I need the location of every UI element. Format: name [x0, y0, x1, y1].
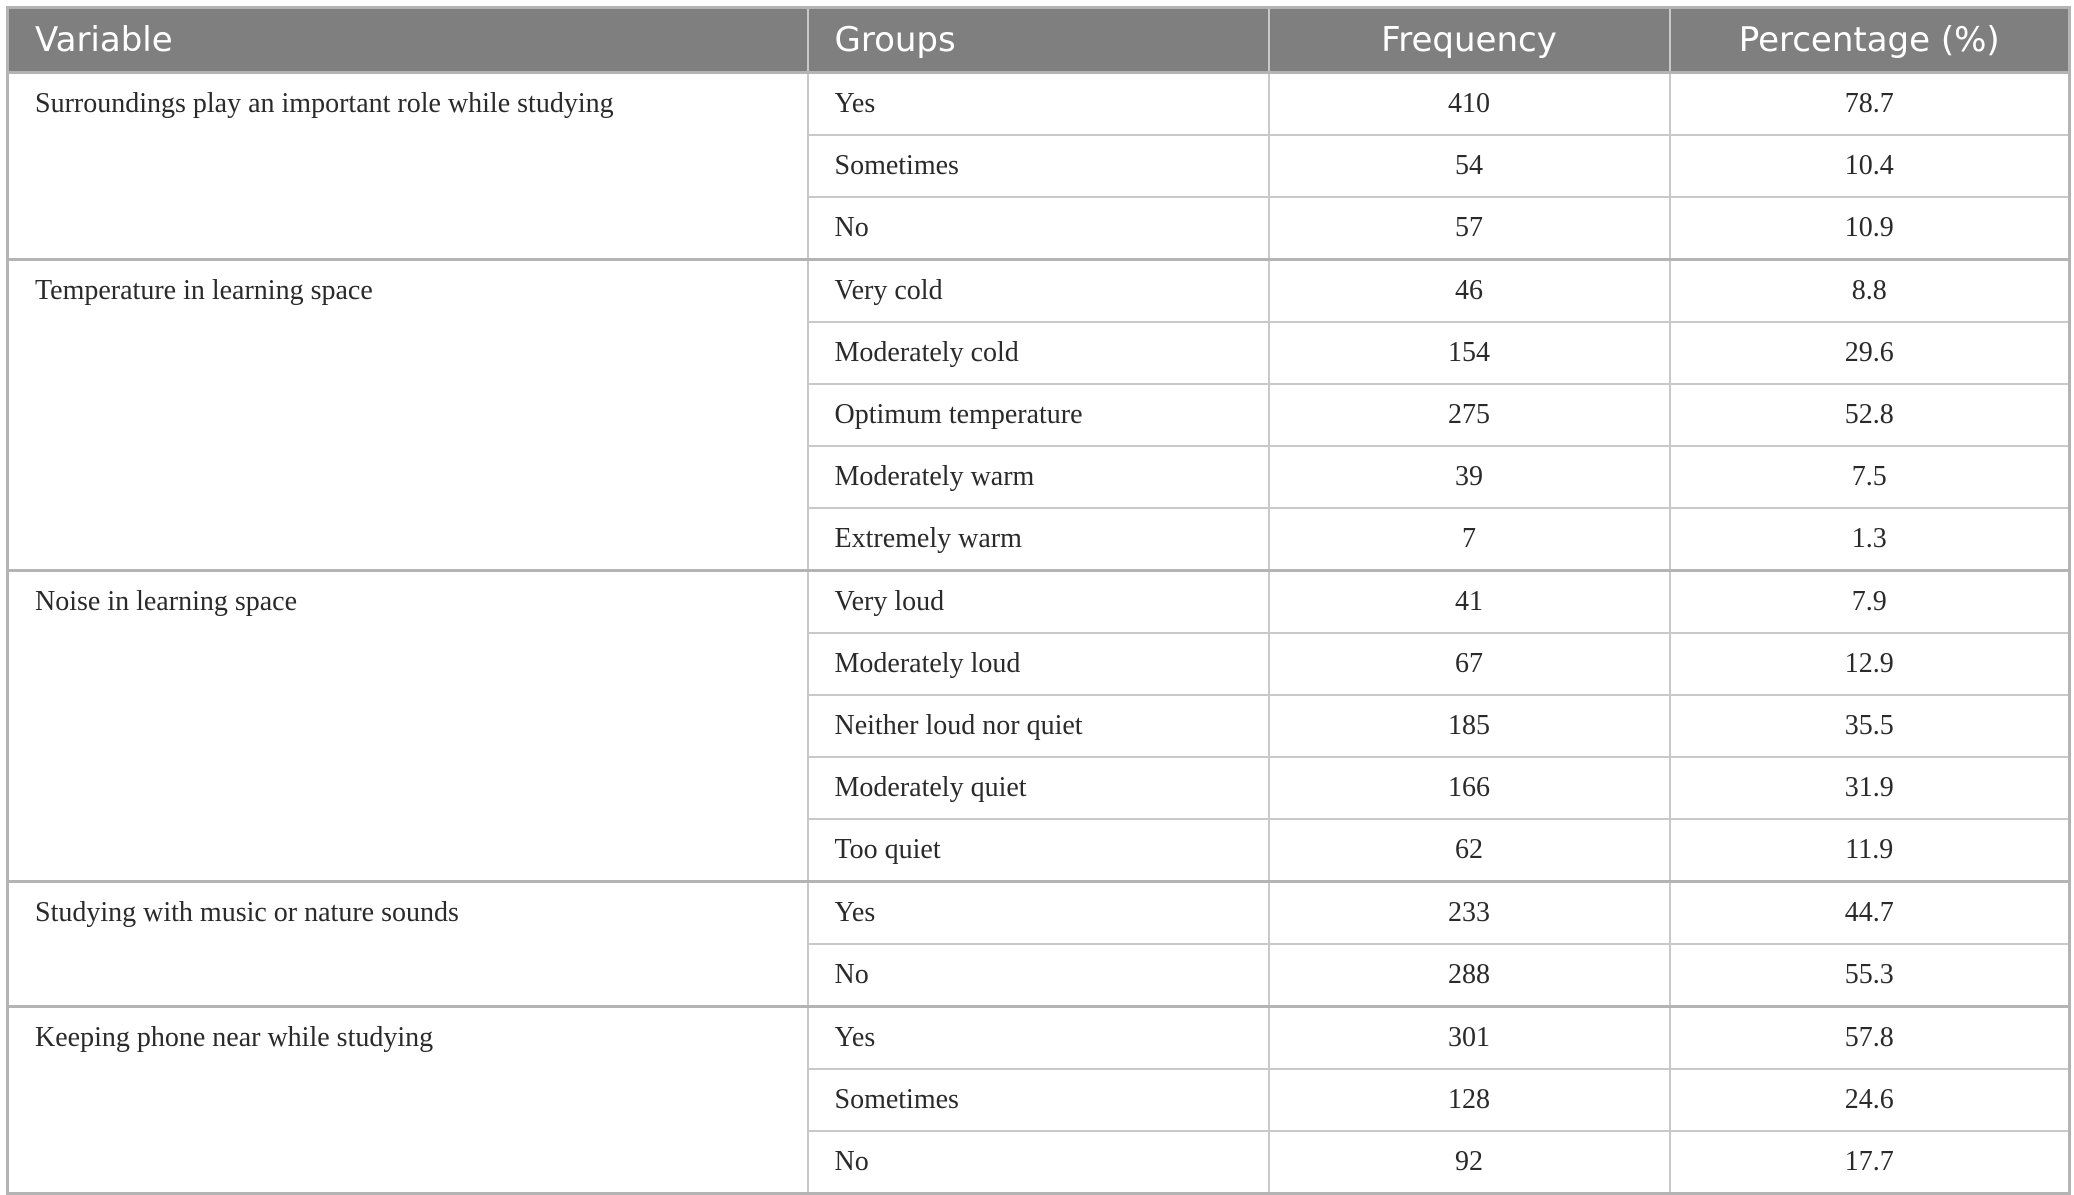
- frequency-cell: 67: [1269, 633, 1670, 695]
- table-row: [8, 260, 2070, 323]
- frequency-cell: 154: [1269, 322, 1670, 384]
- group-cell: Moderately cold: [808, 322, 1269, 384]
- percentage-cell: 55.3: [1670, 944, 2070, 1007]
- variable-cell: Surroundings play an important role while studying: [8, 73, 808, 260]
- percentage-cell: 7.9: [1670, 571, 2070, 634]
- table-row: [8, 1007, 2070, 1070]
- data-table-container: [6, 6, 2068, 1195]
- header-frequency: Frequency: [1269, 8, 1670, 73]
- variable-cell: Studying with music or nature sounds: [8, 882, 808, 1007]
- frequency-cell: 54: [1269, 135, 1670, 197]
- frequency-cell: 233: [1269, 882, 1670, 945]
- group-cell: No: [808, 944, 1269, 1007]
- variable-cell: Keeping phone near while studying: [8, 1007, 808, 1194]
- group-cell: Sometimes: [808, 1069, 1269, 1131]
- group-cell: Moderately loud: [808, 633, 1269, 695]
- frequency-cell: 62: [1269, 819, 1670, 882]
- group-cell: Sometimes: [808, 135, 1269, 197]
- percentage-cell: 1.3: [1670, 508, 2070, 571]
- percentage-cell: 78.7: [1670, 73, 2070, 136]
- frequency-cell: 39: [1269, 446, 1670, 508]
- frequency-cell: 128: [1269, 1069, 1670, 1131]
- percentage-cell: 35.5: [1670, 695, 2070, 757]
- percentage-cell: 8.8: [1670, 260, 2070, 323]
- table-row: [8, 882, 2070, 945]
- header-variable: Variable: [8, 8, 808, 73]
- table-row: [8, 73, 2070, 136]
- group-cell: Very loud: [808, 571, 1269, 634]
- variable-cell: Noise in learning space: [8, 571, 808, 882]
- frequency-cell: 275: [1269, 384, 1670, 446]
- frequency-cell: 288: [1269, 944, 1670, 1007]
- percentage-cell: 52.8: [1670, 384, 2070, 446]
- percentage-cell: 10.9: [1670, 197, 2070, 260]
- percentage-cell: 11.9: [1670, 819, 2070, 882]
- table-row: [8, 571, 2070, 634]
- percentage-cell: 12.9: [1670, 633, 2070, 695]
- group-cell: No: [808, 197, 1269, 260]
- group-cell: No: [808, 1131, 1269, 1194]
- group-cell: Yes: [808, 882, 1269, 945]
- percentage-cell: 10.4: [1670, 135, 2070, 197]
- table-body: [8, 73, 2070, 1194]
- header-groups: Groups: [808, 8, 1269, 73]
- frequency-cell: 7: [1269, 508, 1670, 571]
- group-cell: Yes: [808, 73, 1269, 136]
- frequency-cell: 301: [1269, 1007, 1670, 1070]
- frequency-table: [6, 6, 2071, 1195]
- header-row: [8, 8, 2070, 73]
- percentage-cell: 31.9: [1670, 757, 2070, 819]
- frequency-cell: 410: [1269, 73, 1670, 136]
- percentage-cell: 7.5: [1670, 446, 2070, 508]
- frequency-cell: 57: [1269, 197, 1670, 260]
- percentage-cell: 44.7: [1670, 882, 2070, 945]
- group-cell: Moderately warm: [808, 446, 1269, 508]
- group-cell: Optimum temperature: [808, 384, 1269, 446]
- percentage-cell: 17.7: [1670, 1131, 2070, 1194]
- variable-cell: Temperature in learning space: [8, 260, 808, 571]
- group-cell: Yes: [808, 1007, 1269, 1070]
- frequency-cell: 41: [1269, 571, 1670, 634]
- group-cell: Very cold: [808, 260, 1269, 323]
- percentage-cell: 24.6: [1670, 1069, 2070, 1131]
- frequency-cell: 92: [1269, 1131, 1670, 1194]
- group-cell: Neither loud nor quiet: [808, 695, 1269, 757]
- frequency-cell: 185: [1269, 695, 1670, 757]
- group-cell: Moderately quiet: [808, 757, 1269, 819]
- group-cell: Extremely warm: [808, 508, 1269, 571]
- group-cell: Too quiet: [808, 819, 1269, 882]
- table-header: [8, 8, 2070, 73]
- percentage-cell: 57.8: [1670, 1007, 2070, 1070]
- header-percentage: Percentage (%): [1670, 8, 2070, 73]
- percentage-cell: 29.6: [1670, 322, 2070, 384]
- frequency-cell: 166: [1269, 757, 1670, 819]
- frequency-cell: 46: [1269, 260, 1670, 323]
